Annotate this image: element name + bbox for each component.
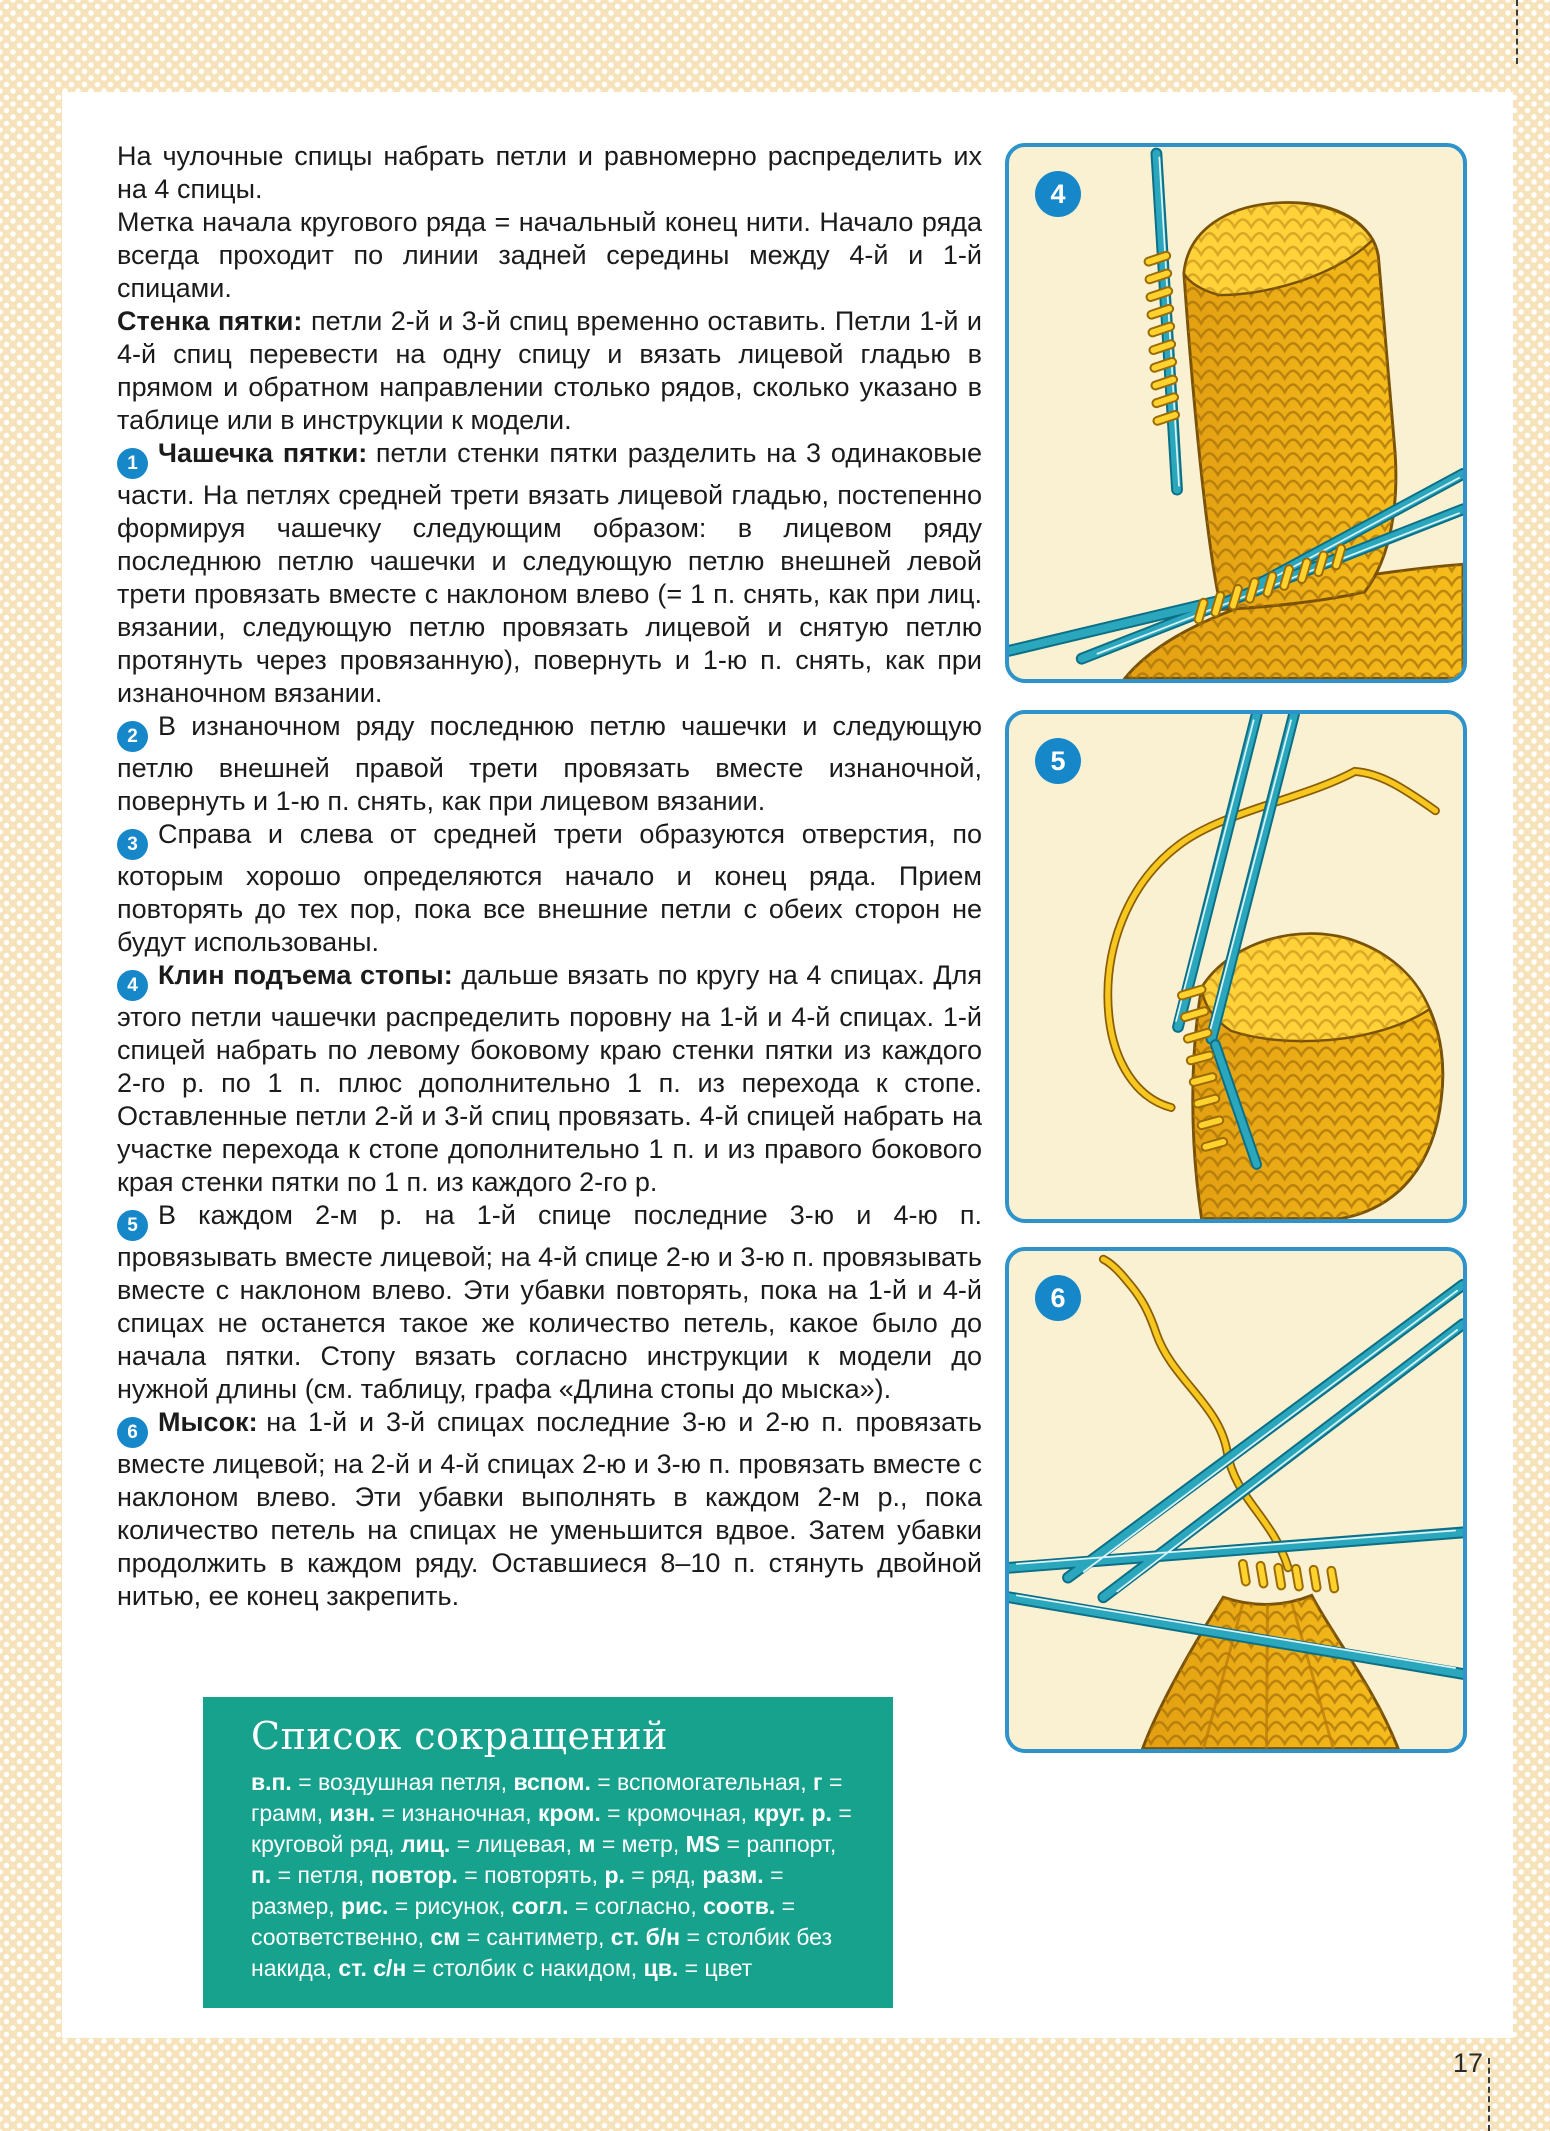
abbr-entry: разм. = размер, (251, 1862, 784, 1919)
step-paragraph-3 (117, 818, 982, 959)
abbr-entry: согл. = согласно, (511, 1893, 704, 1919)
abbr-entry: соотв. = соответственно, (251, 1893, 796, 1950)
abbr-entry: в.п. = воздушная петля, (251, 1769, 514, 1795)
vertical-needle (1156, 154, 1179, 490)
abbr-entry: MS = раппорт, (685, 1831, 837, 1857)
step-badge-3: 3 (117, 829, 148, 860)
abbr-entry: цв. = цвет (643, 1955, 753, 1981)
abbr-entry: повтор. = повторять, (370, 1862, 605, 1888)
intro-paragraph-3 (117, 305, 982, 437)
step-badge-6: 6 (117, 1417, 148, 1448)
abbr-entry: п. = петля, (251, 1862, 371, 1888)
abbreviations-box (203, 1697, 893, 2008)
step-paragraph-1 (117, 437, 982, 710)
step-paragraph-5 (117, 1199, 982, 1406)
heel-wall-lead: Стенка пятки: (117, 306, 303, 336)
step-4-text: дальше вязать по кругу на 4 спицах. Для этого петли чашечки распределить поровну на 1-й и 4-й спицах. 1-й спицей набрать по левому боковому краю стенки пятки из каждого 2-го р. по 1 п. плюс дополнительно 1 п. из перехода к стопе. Оставленные петли 2-й и 3-й спиц провязать. 4-й спицей набрать на участке перехода к стопе дополнительно 1 п. и из правого бокового края стенки пятки по 1 п. из каждого 2-го р. (117, 960, 982, 1197)
step-badge-2: 2 (117, 721, 148, 752)
step-2-text: В изнаночном ряду последнюю петлю чашечки и следующую петлю внешней правой трети провязать вместе изнаночной, повернуть и 1-ю п. снять, как при лицевом вязании. (117, 711, 982, 816)
step-1-lead: Чашечка пятки: (158, 438, 368, 468)
abbr-entry: г = грамм, (251, 1769, 843, 1826)
abbr-entry: кром. = кромочная, (538, 1800, 754, 1826)
abbr-entry: р. = ряд, (604, 1862, 703, 1888)
abbr-entry: круг. р. = круговой ряд, (251, 1800, 852, 1857)
step-6-lead: Мысок: (158, 1407, 258, 1437)
intro-paragraph-1: На чулочные спицы набрать петли и равномерно распределить их на 4 спицы. (117, 141, 982, 204)
abbr-entry: ст. б/н = столбик без накида, (251, 1924, 832, 1981)
step-badge-1: 1 (117, 448, 148, 479)
intro-paragraph-3-text: петли 2-й и 3-й спиц временно оставить. Петли 1-й и 4-й спиц перевести на одну спицу и вязать лицевой гладью в прямом и обратном направлении столько рядов, сколько указано в таблице или в инструкции к модели. (117, 306, 982, 435)
abbr-entry: см = сантиметр, (430, 1924, 611, 1950)
figure-badge-6: 6 (1035, 1275, 1081, 1321)
abbr-entry: ст. с/н = столбик с накидом, (338, 1955, 644, 1981)
figure-badge-4: 4 (1035, 171, 1081, 217)
intro-paragraph-2: Метка начала кругового ряда = начальный конец нити. Начало ряда всегда проходит по линии задней середины между 4-й и 1-й спицами. (117, 207, 982, 303)
figure-panel-4 (1005, 143, 1467, 683)
abbr-entry: лиц. = лицевая, (400, 1831, 579, 1857)
step-6-text: на 1-й и 3-й спицах последние 3-ю и 2-ю п. провязать вместе лицевой; на 2-й и 4-й спицах 2-ю и 3-ю п. провязать вместе с наклоном влево. Эти убавки выполнять в каждом 2-м р., пока количество петель на спицах не уменьшится вдвое. Затем убавки продолжить в каждом ряду. Оставшиеся 8–10 п. стянуть двойной нитью, ее конец закрепить. (117, 1407, 982, 1611)
step-5-text: В каждом 2-м р. на 1-й спице последние 3-ю и 4-ю п. провязывать вместе лицевой; на 4-й спице 2-ю и 3-ю п. провязывать вместе с наклоном влево. Эти убавки повторять, пока на 1-й и 4-й спицах не останется такое же количество петель, какое было до начала пятки. Стопу вязать согласно инструкции к модели до нужной длины (см. таблицу, графа «Длина стопы до мыска»). (117, 1200, 982, 1404)
figure-badge-5: 5 (1035, 738, 1081, 784)
heel-cup-illustration (1009, 714, 1463, 1219)
step-badge-5: 5 (117, 1210, 148, 1241)
magazine-page (62, 92, 1513, 2038)
instruction-text-column (117, 140, 982, 1613)
step-paragraph-6 (117, 1406, 982, 1613)
abbr-entry: м = метр, (578, 1831, 686, 1857)
figure-panel-6 (1005, 1247, 1467, 1753)
figure-panel-5 (1005, 710, 1467, 1223)
toe-illustration (1009, 1251, 1463, 1749)
abbr-entry: рис. = рисунок, (341, 1893, 512, 1919)
abbreviations-title: Список сокращений (251, 1714, 668, 1758)
step-paragraph-2 (117, 710, 982, 818)
step-paragraph-4 (117, 959, 982, 1199)
abbr-entry: изн. = изнаночная, (329, 1800, 539, 1826)
abbr-entry: вспом. = вспомогательная, (513, 1769, 813, 1795)
crop-mark-top-right (1516, 0, 1518, 64)
step-3-text: Справа и слева от средней трети образуются отверстия, по которым хорошо определяются начало и конец ряда. Прием повторять до тех пор, пока все внешние петли с обеих сторон не будут использованы. (117, 819, 982, 957)
page-number: 17 (1452, 2048, 1483, 2078)
crop-mark-bottom-right (1488, 2058, 1490, 2131)
step-4-lead: Клин подъема стопы: (158, 960, 453, 990)
abbreviations-list (251, 1767, 853, 1984)
step-badge-4: 4 (117, 970, 148, 1001)
step-1-text: петли стенки пятки разделить на 3 одинаковые части. На петлях средней трети вязать лицевой гладью, постепенно формируя чашечку следующим образом: в лицевом ряду последнюю петлю чашечки и следующую петлю внешней левой трети провязать вместе с наклоном влево (= 1 п. снять, как при лиц. вязании, следующую петлю провязать лицевой и снятую петлю протянуть через провязанную), повернуть и 1-ю п. снять, как при изнаночном вязании. (117, 438, 982, 708)
heel-flap-illustration (1009, 147, 1463, 679)
